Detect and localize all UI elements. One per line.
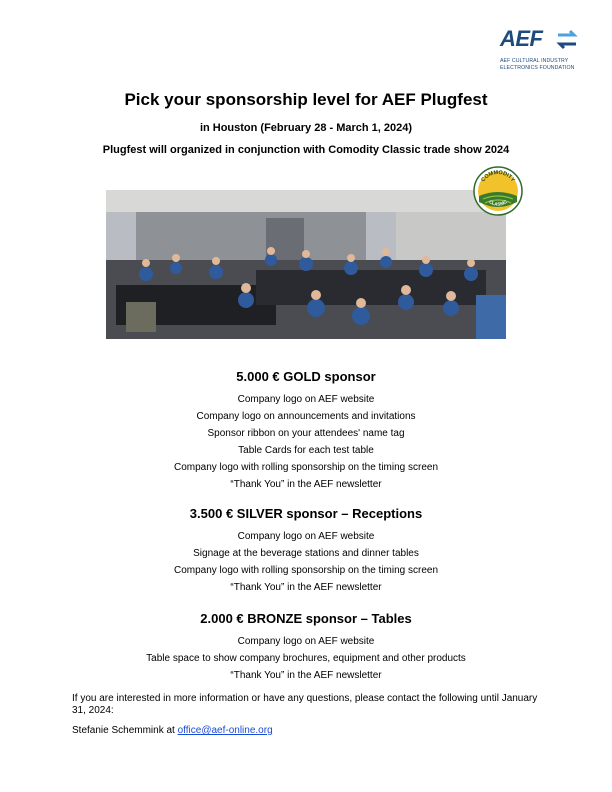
gold-benefit: “Thank You” in the AEF newsletter xyxy=(230,479,382,490)
gold-sponsor-title: 5.000 € GOLD sponsor xyxy=(236,369,376,384)
event-photo xyxy=(106,190,506,339)
event-location: in Houston (February 28 - March 1, 2024) xyxy=(199,122,413,134)
event-note: Plugfest will organized in conjunction with Comodity Classic trade show 2024 xyxy=(102,144,510,156)
bronze-sponsor-title: 2.000 € BRONZE sponsor – Tables xyxy=(200,611,412,626)
aef-logo xyxy=(500,26,586,76)
badge-text-bottom: CLASSIC xyxy=(488,199,508,207)
silver-sponsor-title: 3.500 € SILVER sponsor – Receptions xyxy=(189,506,423,521)
exchange-arrows-icon xyxy=(555,29,579,51)
logo-subtitle: AEF CULTURAL INDUSTRY ELECTRONICS FOUNDATION xyxy=(500,58,575,71)
page-title: Pick your sponsorship level for AEF Plugfest xyxy=(124,90,488,109)
silver-benefit: Company logo on AEF website xyxy=(237,531,375,542)
bronze-sponsor-section xyxy=(0,611,612,684)
silver-benefit: Signage at the beverage stations and dinner tables xyxy=(193,548,419,559)
logo-mark: AEF xyxy=(500,26,543,51)
contact-intro: If you are interested in more information or have any questions, please contact the following until January 31, 2024: xyxy=(72,693,538,716)
contact-line xyxy=(72,725,542,737)
gold-benefit: Company logo on announcements and invitations xyxy=(196,411,416,422)
contact-email-link[interactable]: office@aef-online.org xyxy=(177,725,273,736)
bronze-benefit: Table space to show company brochures, equipment and other products xyxy=(146,653,466,664)
bronze-benefit: “Thank You” in the AEF newsletter xyxy=(230,670,382,681)
commodity-classic-badge xyxy=(473,166,523,216)
gold-benefit: Table Cards for each test table xyxy=(238,445,374,456)
silver-benefit: Company logo with rolling sponsorship on the timing screen xyxy=(173,565,439,576)
bronze-benefit: Company logo on AEF website xyxy=(237,636,375,647)
gold-sponsor-section xyxy=(0,369,612,493)
gold-benefit: Company logo on AEF website xyxy=(237,394,375,405)
silver-sponsor-section xyxy=(0,506,612,596)
contact-section xyxy=(72,693,542,737)
gold-benefit: Company logo with rolling sponsorship on the timing screen xyxy=(173,462,439,473)
contact-name: Stefanie Schemmink at xyxy=(72,725,175,736)
badge-text-top: COMMODITY xyxy=(480,169,516,184)
silver-benefit: “Thank You” in the AEF newsletter xyxy=(230,582,382,593)
gold-benefit: Sponsor ribbon on your attendees' name tag xyxy=(207,428,405,439)
